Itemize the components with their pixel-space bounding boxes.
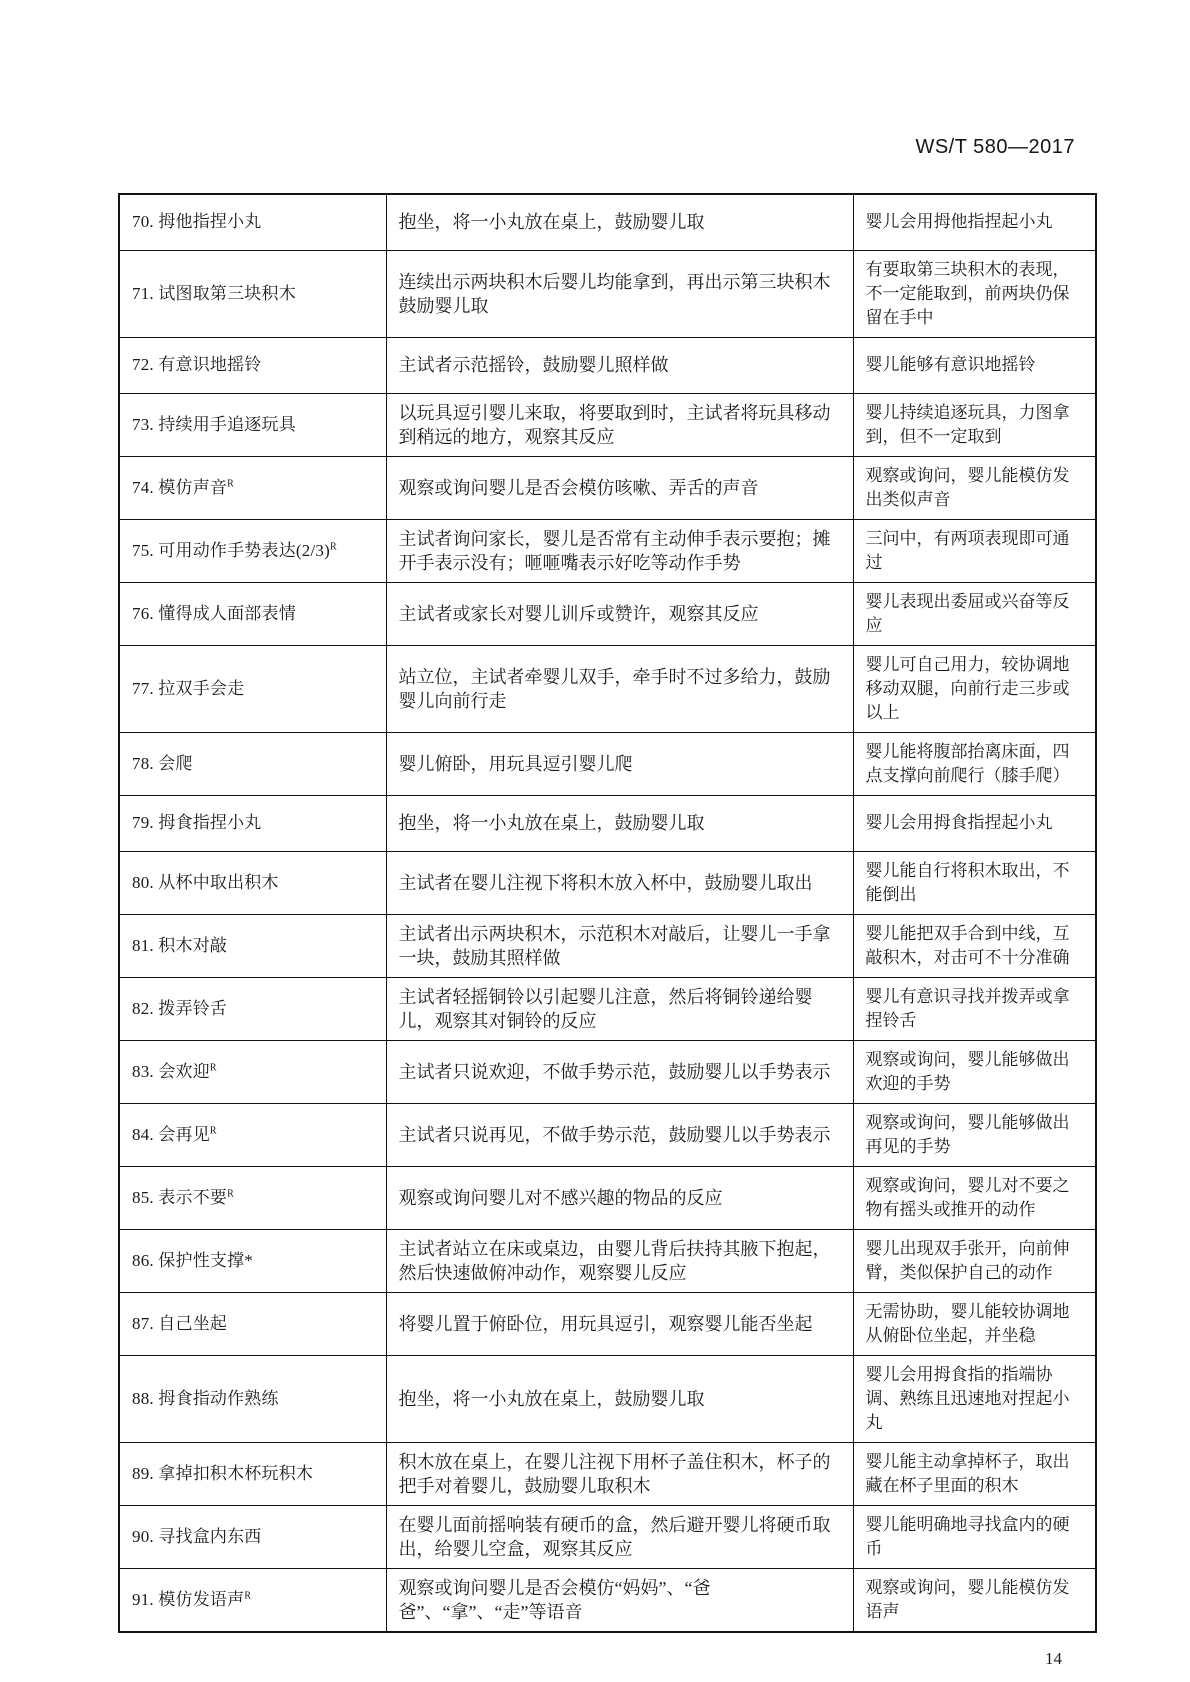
method-cell: 观察或询问婴儿是否会模仿“妈妈”、“爸爸”、“拿”、“走”等语音	[386, 1568, 853, 1632]
method-cell: 抱坐，将一小丸放在桌上，鼓励婴儿取	[386, 795, 853, 851]
table-row	[119, 393, 1096, 456]
item-label-cell	[119, 582, 386, 645]
item-label-cell	[119, 1229, 386, 1292]
table-row	[119, 1103, 1096, 1166]
superscript-marker: R	[209, 1124, 217, 1136]
item-label-cell	[119, 337, 386, 393]
item-label-cell	[119, 1505, 386, 1568]
method-cell: 主试者只说欢迎，不做手势示范，鼓励婴儿以手势表示	[386, 1040, 853, 1103]
item-label: 75. 可用动作手势表达(2/3)	[132, 540, 330, 560]
method-cell: 抱坐，将一小丸放在桌上，鼓励婴儿取	[386, 1355, 853, 1442]
item-label-cell	[119, 194, 386, 250]
criteria-cell: 观察或询问，婴儿能模仿发语声	[853, 1568, 1096, 1632]
table-row	[119, 1166, 1096, 1229]
superscript-marker: R	[329, 540, 337, 552]
table-row	[119, 194, 1096, 250]
criteria-cell: 婴儿能将腹部抬离床面，四点支撑向前爬行（膝手爬）	[853, 732, 1096, 795]
method-cell: 婴儿俯卧，用玩具逗引婴儿爬	[386, 732, 853, 795]
method-cell: 主试者轻摇铜铃以引起婴儿注意，然后将铜铃递给婴儿，观察其对铜铃的反应	[386, 977, 853, 1040]
item-label-cell	[119, 250, 386, 337]
table-row	[119, 1292, 1096, 1355]
method-cell: 主试者在婴儿注视下将积木放入杯中，鼓励婴儿取出	[386, 851, 853, 914]
criteria-cell: 观察或询问，婴儿能够做出欢迎的手势	[853, 1040, 1096, 1103]
criteria-cell: 婴儿会用拇食指的指端协调、熟练且迅速地对捏起小丸	[853, 1355, 1096, 1442]
standard-number-header: WS/T 580—2017	[915, 136, 1075, 158]
item-label: 80. 从杯中取出积木	[132, 872, 279, 892]
method-cell: 主试者站立在床或桌边，由婴儿背后扶持其腋下抱起，然后快速做俯冲动作，观察婴儿反应	[386, 1229, 853, 1292]
item-label: 83. 会欢迎	[132, 1061, 210, 1081]
item-label-cell	[119, 1103, 386, 1166]
item-label-cell	[119, 1442, 386, 1505]
table-row	[119, 732, 1096, 795]
criteria-cell: 无需协助，婴儿能较协调地从俯卧位坐起，并坐稳	[853, 1292, 1096, 1355]
item-label: 86. 保护性支撑*	[132, 1250, 253, 1270]
item-label-cell	[119, 795, 386, 851]
table-row	[119, 1229, 1096, 1292]
item-label-cell	[119, 456, 386, 519]
item-label: 72. 有意识地摇铃	[132, 355, 262, 374]
item-label: 78. 会爬	[132, 753, 193, 773]
criteria-cell: 婴儿能明确地寻找盒内的硬币	[853, 1505, 1096, 1568]
item-label: 74. 模仿声音	[132, 477, 228, 497]
method-cell: 观察或询问婴儿是否会模仿咳嗽、弄舌的声音	[386, 456, 853, 519]
method-cell: 主试者出示两块积木，示范积木对敲后，让婴儿一手拿一块，鼓励其照样做	[386, 914, 853, 977]
item-label: 91. 模仿发语声	[132, 1589, 245, 1609]
table-row	[119, 250, 1096, 337]
item-label: 79. 拇食指捏小丸	[132, 813, 262, 832]
table-row	[119, 337, 1096, 393]
item-label-cell	[119, 1568, 386, 1632]
criteria-cell: 婴儿能自行将积木取出，不能倒出	[853, 851, 1096, 914]
item-label: 82. 拨弄铃舌	[132, 998, 228, 1018]
item-label-cell	[119, 1040, 386, 1103]
item-label-cell	[119, 1292, 386, 1355]
table-row	[119, 456, 1096, 519]
table-row	[119, 914, 1096, 977]
table-row	[119, 519, 1096, 582]
criteria-cell: 观察或询问，婴儿能模仿发出类似声音	[853, 456, 1096, 519]
page-number: 14	[1045, 1648, 1062, 1668]
method-cell: 连续出示两块积木后婴儿均能拿到，再出示第三块积木鼓励婴儿取	[386, 250, 853, 337]
table-row	[119, 1355, 1096, 1442]
item-label: 73. 持续用手追逐玩具	[132, 414, 296, 434]
item-label-cell	[119, 977, 386, 1040]
item-label-cell	[119, 393, 386, 456]
item-label: 89. 拿掉扣积木杯玩积木	[132, 1463, 314, 1483]
table-row	[119, 851, 1096, 914]
method-cell: 以玩具逗引婴儿来取，将要取到时，主试者将玩具移动到稍远的地方，观察其反应	[386, 393, 853, 456]
criteria-cell: 婴儿能够有意识地摇铃	[853, 337, 1096, 393]
item-label-cell	[119, 732, 386, 795]
method-cell: 抱坐，将一小丸放在桌上，鼓励婴儿取	[386, 194, 853, 250]
table-row	[119, 1568, 1096, 1632]
criteria-cell: 婴儿持续追逐玩具，力图拿到，但不一定取到	[853, 393, 1096, 456]
criteria-cell: 婴儿可自己用力，较协调地移动双腿，向前行走三步或以上	[853, 645, 1096, 732]
method-cell: 主试者只说再见，不做手势示范，鼓励婴儿以手势表示	[386, 1103, 853, 1166]
criteria-cell: 三问中，有两项表现即可通过	[853, 519, 1096, 582]
table-row	[119, 582, 1096, 645]
superscript-marker: R	[244, 1589, 252, 1601]
item-label: 71. 试图取第三块积木	[132, 283, 296, 303]
criteria-cell: 婴儿表现出委屈或兴奋等反应	[853, 582, 1096, 645]
item-label-cell	[119, 851, 386, 914]
item-label-cell	[119, 914, 386, 977]
item-label: 88. 拇食指动作熟练	[132, 1388, 279, 1408]
item-label: 81. 积木对敲	[132, 935, 228, 955]
superscript-marker: R	[227, 1187, 234, 1199]
item-label: 77. 拉双手会走	[132, 678, 245, 698]
method-cell: 观察或询问婴儿对不感兴趣的物品的反应	[386, 1166, 853, 1229]
table-row	[119, 977, 1096, 1040]
criteria-cell: 观察或询问，婴儿对不要之物有摇头或推开的动作	[853, 1166, 1096, 1229]
method-cell: 将婴儿置于俯卧位，用玩具逗引，观察婴儿能否坐起	[386, 1292, 853, 1355]
item-label: 84. 会再见	[132, 1124, 210, 1144]
criteria-cell: 观察或询问，婴儿能够做出再见的手势	[853, 1103, 1096, 1166]
item-label-cell	[119, 519, 386, 582]
item-label: 87. 自己坐起	[132, 1313, 228, 1333]
item-label: 76. 懂得成人面部表情	[132, 603, 296, 623]
criteria-cell: 婴儿能主动拿掉杯子，取出藏在杯子里面的积木	[853, 1442, 1096, 1505]
criteria-cell: 婴儿能把双手合到中线，互敲积木，对击可不十分准确	[853, 914, 1096, 977]
table-row	[119, 1442, 1096, 1505]
item-label: 90. 寻找盒内东西	[132, 1526, 262, 1546]
assessment-items-table	[118, 193, 1097, 1633]
method-cell: 站立位，主试者牵婴儿双手，牵手时不过多给力，鼓励婴儿向前行走	[386, 645, 853, 732]
item-label: 85. 表示不要	[132, 1187, 228, 1207]
table-row	[119, 645, 1096, 732]
criteria-cell: 婴儿有意识寻找并拨弄或拿捏铃舌	[853, 977, 1096, 1040]
method-cell: 主试者询问家长，婴儿是否常有主动伸手表示要抱；摊开手表示没有；咂咂嘴表示好吃等动作手势	[386, 519, 853, 582]
item-label-cell	[119, 1166, 386, 1229]
superscript-marker: R	[227, 477, 234, 489]
method-cell: 积木放在桌上，在婴儿注视下用杯子盖住积木，杯子的把手对着婴儿，鼓励婴儿取积木	[386, 1442, 853, 1505]
item-label-cell	[119, 645, 386, 732]
criteria-cell: 婴儿会用拇食指捏起小丸	[853, 795, 1096, 851]
table-row	[119, 795, 1096, 851]
item-label: 70. 拇他指捏小丸	[132, 212, 262, 232]
method-cell: 在婴儿面前摇响装有硬币的盒，然后避开婴儿将硬币取出，给婴儿空盒，观察其反应	[386, 1505, 853, 1568]
criteria-cell: 婴儿会用拇他指捏起小丸	[853, 194, 1096, 250]
table-row	[119, 1505, 1096, 1568]
criteria-cell: 有要取第三块积木的表现，不一定能取到，前两块仍保留在手中	[853, 250, 1096, 337]
criteria-cell: 婴儿出现双手张开，向前伸臂，类似保护自己的动作	[853, 1229, 1096, 1292]
superscript-marker: R	[209, 1061, 217, 1073]
table-row	[119, 1040, 1096, 1103]
method-cell: 主试者或家长对婴儿训斥或赞许，观察其反应	[386, 582, 853, 645]
table-body	[119, 194, 1096, 1632]
method-cell: 主试者示范摇铃，鼓励婴儿照样做	[386, 337, 853, 393]
item-label-cell	[119, 1355, 386, 1442]
